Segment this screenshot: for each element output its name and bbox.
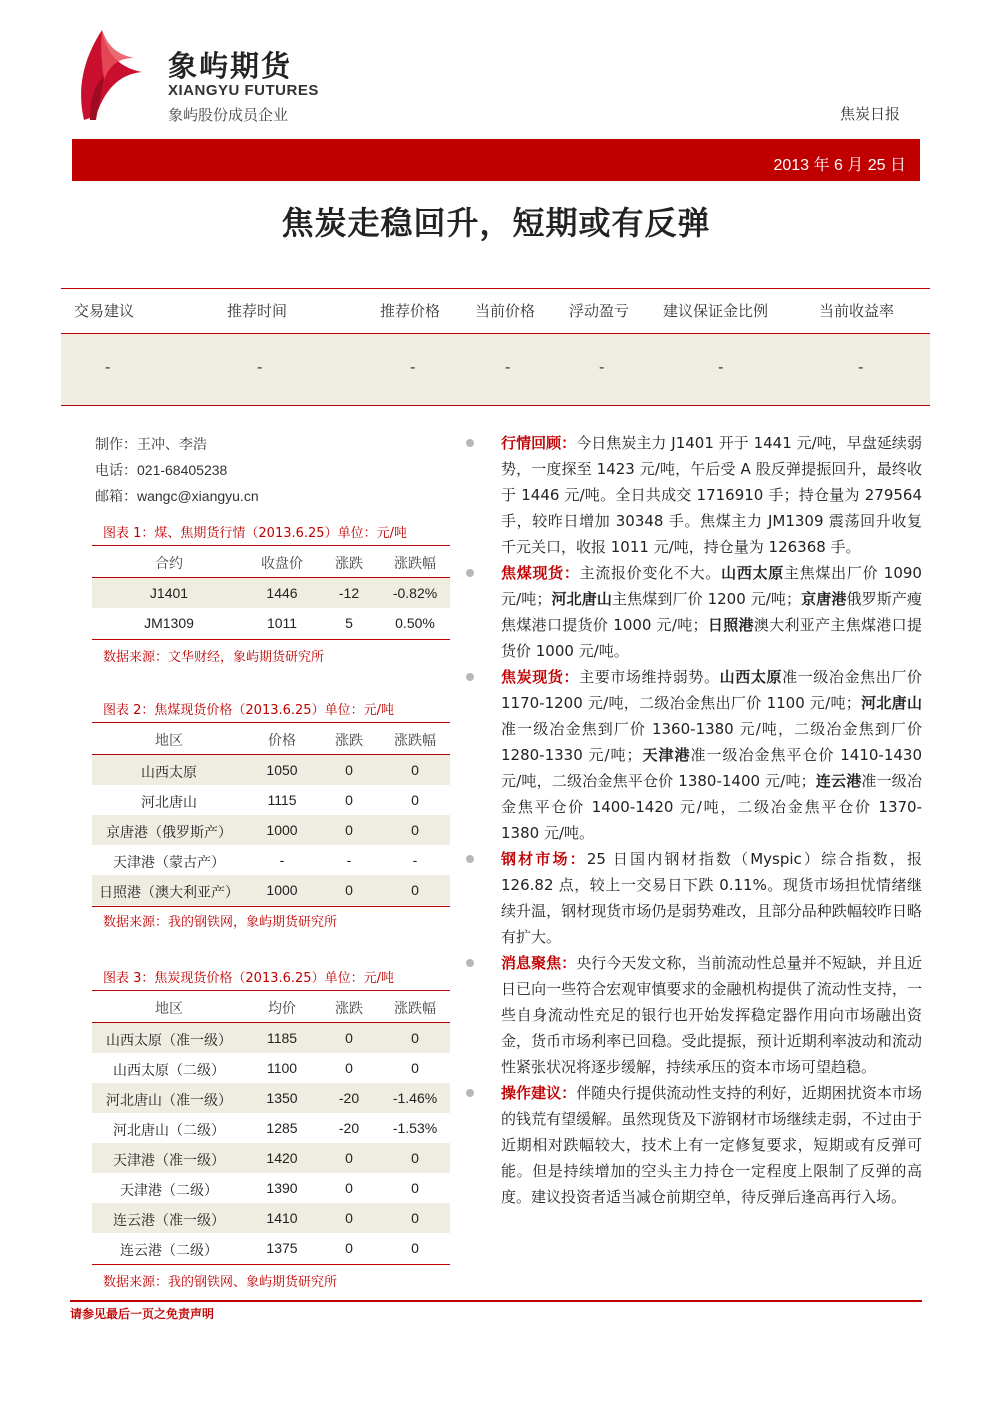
cell: 0 (411, 822, 419, 838)
cell: JM1309 (144, 615, 194, 631)
table-row (92, 815, 450, 845)
cell: 河北唐山（二级） (113, 1123, 225, 1139)
cell: 天津港（二级） (120, 1183, 218, 1199)
region-name: 连云港 (815, 772, 862, 790)
cell: 0 (345, 1030, 353, 1046)
table1 (92, 545, 450, 641)
cell: 1011 (266, 615, 298, 631)
table-rule (92, 639, 450, 640)
section-text: 主焦煤出厂价 1090 元/吨； (501, 564, 922, 608)
cell: 0 (411, 1180, 419, 1196)
section-body: 25 日国内钢材指数（Myspic）综合指数，报 126.82 点，较上一交易日下跌 0.11%。现货市场担忧情绪继续升温，钢材现货市场仍是弱势难改，且部分品种跌幅较昨日略有扩大。 (501, 850, 922, 946)
company-logo (76, 22, 326, 132)
brand-name-cn: 象屿期货 (168, 49, 293, 83)
trade-value: - (599, 358, 605, 376)
table2-source: 数据来源：我的钢铁网，象屿期货研究所 (103, 915, 338, 930)
table-row (92, 1173, 450, 1203)
section-heading: 消息聚焦： (501, 954, 577, 972)
section-heading: 焦煤现货： (501, 564, 580, 582)
cell: 天津港（准一级） (113, 1153, 225, 1169)
commentary-column (466, 430, 922, 1210)
cell: -12 (338, 585, 360, 601)
cell: 1000 (266, 822, 298, 838)
section-body: 今日焦炭主力 J1401 开于 1441 元/吨，早盘延续弱势，一度探至 1423 元/吨，午后受 A 股反弹提振回升，最终收于 1446 元/吨。全日共成交 1716910 手；持仓量为 279564 手，较昨日增加 30348 手。焦煤主力 JM1309 震荡回升收复千元关口，收报 1011 元/吨，持仓量为 126368 手。 (501, 434, 922, 556)
region-name: 天津港 (641, 746, 691, 764)
cell: 1420 (266, 1150, 298, 1166)
table-row (92, 608, 450, 638)
trade-header: 推荐价格 (380, 302, 441, 320)
region-name: 山西太原 (719, 668, 783, 686)
brand-subtitle: 象屿股份成员企业 (168, 106, 289, 124)
table-bottom-rule (61, 405, 930, 406)
trade-value: - (505, 358, 511, 376)
section-heading: 操作建议： (501, 1084, 577, 1102)
section-coke-spot (466, 664, 922, 846)
cell: -20 (338, 1090, 360, 1106)
phone-number: 021-68405238 (137, 462, 228, 478)
bullet-icon (466, 673, 474, 681)
cell: 0 (345, 822, 353, 838)
table-row (92, 875, 450, 905)
trade-value: - (105, 358, 111, 376)
table-row (92, 1203, 450, 1233)
cell: 1000 (266, 882, 298, 898)
brand-name-en: XIANGYU FUTURES (168, 82, 319, 99)
table-rule (92, 1264, 450, 1265)
cell: 1375 (266, 1240, 298, 1256)
table-rule (92, 906, 450, 907)
region-name: 河北唐山 (860, 694, 922, 712)
cell: J1401 (149, 585, 189, 601)
trade-header: 交易建议 (74, 302, 135, 320)
bullet-icon (466, 1089, 474, 1097)
cell: 0 (345, 1060, 353, 1076)
cell: 0.50% (395, 615, 435, 631)
cell: 0 (345, 1150, 353, 1166)
cell: 0 (345, 882, 353, 898)
cell: 山西太原 (141, 765, 197, 781)
table-row (92, 1053, 450, 1083)
footer-rule (70, 1300, 922, 1302)
phone-label: 电话： (95, 463, 137, 479)
trade-value-row (61, 334, 930, 405)
cell: 0 (411, 882, 419, 898)
col-header: 地区 (155, 733, 183, 749)
email-line (95, 486, 259, 506)
section-heading: 钢材市场： (501, 850, 587, 868)
col-header: 地区 (155, 1001, 183, 1017)
cell: -1.53% (392, 1120, 438, 1136)
cell: 山西太原（二级） (113, 1063, 225, 1079)
cell: 0 (345, 1180, 353, 1196)
cell: 1410 (266, 1210, 298, 1226)
trade-header: 浮动盈亏 (569, 302, 630, 320)
cell: - (279, 852, 285, 868)
trade-header: 建议保证金比例 (663, 302, 769, 320)
cell: 1050 (266, 762, 298, 778)
logo-flag-icon (76, 24, 148, 124)
phone-line (95, 460, 227, 480)
section-text: 准一级冶金焦到厂价 1360-1380 元/吨，二级冶金焦到厂价 1280-1330 元/吨； (501, 720, 922, 764)
table-row (92, 578, 450, 608)
region-name: 日照港 (707, 616, 754, 634)
cell: 0 (411, 1240, 419, 1256)
cell: 1185 (266, 1030, 298, 1046)
cell: 河北唐山（准一级） (106, 1093, 232, 1109)
section-text: 主流报价变化不大。 (579, 564, 722, 582)
trade-value: - (718, 358, 724, 376)
report-type: 焦炭日报 (839, 105, 900, 123)
cell: 1285 (266, 1120, 298, 1136)
cell: 0 (411, 1210, 419, 1226)
col-header: 涨跌幅 (394, 556, 436, 572)
bullet-icon (466, 959, 474, 967)
cell: 0 (411, 1060, 419, 1076)
table-row (92, 1113, 450, 1143)
table3-source: 数据来源：我的钢铁网、象屿期货研究所 (103, 1275, 338, 1290)
table2-caption: 图表 2：焦煤现货价格（2013.6.25）单位：元/吨 (103, 703, 394, 718)
cell: 连云港（准一级） (113, 1213, 225, 1229)
table1-source: 数据来源：文华财经，象屿期货研究所 (103, 650, 325, 665)
trade-recommendation-table (61, 288, 930, 406)
section-text: 准一级冶金焦平仓价 1400-1420 元/吨，二级冶金焦平仓价 1370-1380 元/吨。 (501, 772, 922, 842)
trade-value: - (410, 358, 416, 376)
cell: -20 (338, 1120, 360, 1136)
section-text: 俄罗斯产瘦焦煤港口提货价 1000 元/吨； (501, 590, 922, 634)
col-header: 涨跌幅 (394, 733, 436, 749)
table-row (92, 1023, 450, 1053)
table-row (92, 1143, 450, 1173)
col-header: 涨跌幅 (394, 1001, 436, 1017)
section-text: 主焦煤到厂价 1200 元/吨； (612, 590, 802, 608)
col-header: 合约 (155, 556, 183, 572)
cell: 1100 (266, 1060, 298, 1076)
trade-header: 当前价格 (475, 302, 536, 320)
section-text: 主要市场维持弱势。 (579, 668, 720, 686)
table3-caption: 图表 3：焦炭现货价格（2013.6.25）单位：元/吨 (103, 971, 394, 986)
table-header-row (92, 546, 450, 576)
section-text: 澳大利亚产主焦煤港口提货价 1000 元/吨。 (501, 616, 922, 660)
page-title: 焦炭走稳回升，短期或有反弹 (281, 204, 711, 242)
cell: 1390 (266, 1180, 298, 1196)
report-date: 2013 年 6 月 25 日 (773, 157, 906, 174)
cell: -1.46% (392, 1090, 438, 1106)
col-header: 均价 (268, 1001, 296, 1017)
cell: -0.82% (392, 585, 438, 601)
section-body: 央行今天发文称，当前流动性总量并不短缺，并且近日已向一些符合宏观审慎要求的金融机构提供了流动性支持，一些自身流动性充足的银行也开始发挥稳定器作用向市场融出资金，货币市场利率已回稳。受此提振，预计近期利率波动和流动性紧张状况将逐步缓解，持续承压的资本市场可望趋稳。 (501, 954, 922, 1076)
section-text: 准一级冶金焦平仓价 1410-1430 元/吨，二级冶金焦平仓价 1380-1400 元/吨； (501, 746, 922, 790)
cell: 1350 (266, 1090, 298, 1106)
trade-header: 当前收益率 (819, 302, 895, 320)
col-header: 收盘价 (261, 556, 303, 572)
section-heading: 焦炭现货： (501, 668, 580, 686)
cell: 1446 (266, 585, 298, 601)
section-trading-advice (466, 1080, 922, 1210)
region-name: 河北唐山 (551, 590, 612, 608)
cell: 0 (411, 1030, 419, 1046)
section-market-review (466, 430, 922, 560)
cell: 连云港（二级） (120, 1243, 218, 1259)
cell: 0 (345, 1210, 353, 1226)
cell: 0 (345, 1240, 353, 1256)
table-top-rule (61, 288, 930, 289)
col-header: 涨跌 (335, 1001, 363, 1017)
cell: 0 (345, 792, 353, 808)
bullet-icon (466, 569, 474, 577)
table3 (92, 990, 450, 1266)
cell: 1115 (267, 792, 297, 808)
email-link[interactable]: wangc@xiangyu.cn (137, 488, 259, 504)
bullet-icon (466, 439, 474, 447)
table-row (92, 785, 450, 815)
col-header: 价格 (268, 733, 296, 749)
table-header-row (92, 991, 450, 1021)
region-name: 京唐港 (801, 590, 847, 608)
bullet-icon (466, 855, 474, 863)
cell: 0 (345, 762, 353, 778)
cell: 天津港（蒙古产） (113, 855, 225, 871)
section-text: 准一级冶金焦出厂价 1170-1200 元/吨，二级冶金焦出厂价 1100 元/吨； (501, 668, 922, 712)
cell: 日照港（澳大利亚产） (99, 885, 239, 901)
table-header-row (92, 723, 450, 753)
table2 (92, 722, 450, 908)
author-line: 制作：王冲、李浩 (95, 437, 207, 453)
cell: 5 (345, 615, 353, 631)
cell: 河北唐山 (141, 795, 197, 811)
table-row (92, 845, 450, 875)
table-row (92, 1083, 450, 1113)
cell: 0 (411, 792, 419, 808)
section-coking-coal-spot (466, 560, 922, 664)
disclaimer-note: 请参见最后一页之免责声明 (70, 1307, 215, 1321)
trade-value: - (257, 358, 263, 376)
col-header: 涨跌 (335, 733, 363, 749)
table-row (92, 1233, 450, 1263)
cell: 山西太原（准一级） (106, 1033, 232, 1049)
trade-header: 推荐时间 (227, 302, 288, 320)
section-steel-market (466, 846, 922, 950)
section-news-focus (466, 950, 922, 1080)
email-label: 邮箱： (95, 489, 137, 505)
trade-value: - (858, 358, 864, 376)
cell: 0 (411, 762, 419, 778)
cell: - (346, 852, 352, 868)
table-row (92, 755, 450, 785)
section-heading: 行情回顾： (501, 434, 577, 452)
cell: 0 (411, 1150, 419, 1166)
col-header: 涨跌 (335, 556, 363, 572)
cell: 京唐港（俄罗斯产） (106, 825, 232, 841)
cell: - (412, 852, 418, 868)
table1-caption: 图表 1：煤、焦期货行情（2013.6.25）单位：元/吨 (103, 526, 407, 541)
region-name: 山西太原 (721, 564, 784, 582)
section-body: 伴随央行提供流动性支持的利好，近期困扰资本市场的钱荒有望缓解。虽然现货及下游钢材市场继续走弱，不过由于近期相对跌幅较大，技术上有一定修复要求，短期或有反弹可能。但是持续增加的空头主力持仓一定程度上限制了反弹的高度。建议投资者适当减仓前期空单，待反弹后逢高再行入场。 (501, 1084, 922, 1206)
